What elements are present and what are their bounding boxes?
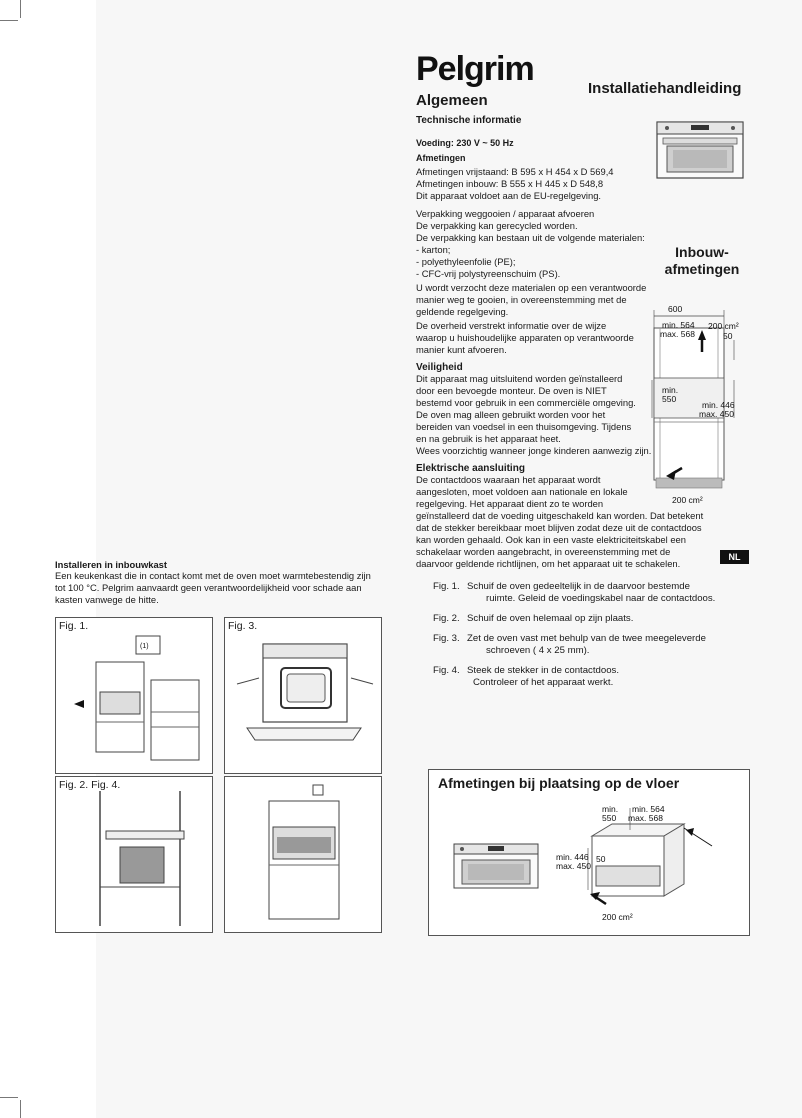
floor-dim-min564: min. 564: [632, 804, 665, 814]
text-line: manier kunt afvoeren.: [416, 344, 507, 355]
step-number: Fig. 4.: [433, 665, 460, 676]
svg-text:(1): (1): [140, 643, 149, 650]
text-line: tot 100 °C. Pelgrim aanvaardt geen verantwoordelijkheid voor schade aan: [55, 582, 362, 593]
text-line: aangesloten, moet voldoen aan nationale en lokale: [416, 486, 628, 497]
figure-2-4-illustration: [64, 791, 208, 926]
step-text: Steek de stekker in de contactdoos.: [467, 665, 619, 676]
text-line: geïnstalleerd dat de voeding uitgeschakeld kan worden. Dat betekent: [416, 510, 704, 521]
dim-max568: max. 568: [660, 329, 695, 339]
floor-dim-min550-value: 550: [602, 813, 617, 823]
floor-dim-max450: max. 450: [556, 861, 591, 871]
dim-depth-50: 50: [723, 331, 733, 341]
text-line: Een keukenkast die in contact komt met de oven moet warmtebestendig zijn: [55, 570, 371, 581]
dimensions-heading: Afmetingen: [416, 153, 466, 163]
built-in-dimension-diagram: [648, 300, 748, 510]
dim-max450: max. 450: [699, 409, 734, 419]
step-text: Zet de oven vast met behulp van de twee meegeleverde: [467, 633, 706, 644]
figure-2-4-box: [55, 776, 213, 933]
technical-info-heading: Technische informatie: [416, 115, 522, 126]
text-line: geldende regelgeving.: [416, 306, 509, 317]
figure-1-label: Fig. 1.: [59, 620, 89, 632]
text-line: waarop u huishoudelijke apparaten op verantwoorde: [416, 332, 634, 343]
oven-illustration: [655, 118, 747, 182]
text-line: kan worden gehaald. Ook kan in een vaste elektriciteitskabel een: [416, 534, 686, 545]
packaging-text: [416, 208, 661, 356]
text-line: Wees voorzichtig wanneer jonge kinderen aanwezig zijn.: [416, 445, 652, 456]
figure-3-illustration: [233, 632, 377, 767]
dim-width-600: 600: [668, 304, 683, 314]
installation-steps: [433, 581, 753, 689]
figure-2-4-label: Fig. 2. Fig. 4.: [59, 779, 121, 791]
dim-vent-bottom: 200 cm²: [672, 495, 703, 505]
step-text: Schuif de oven helemaal op zijn plaats.: [467, 613, 634, 624]
step-row: [433, 581, 753, 593]
text-line: dat de stekker bereikbaar moet blijven zodat deze uit de contactdoos: [416, 522, 702, 533]
figure-1-box: [55, 617, 213, 774]
text-line: Verpakking weggooien / apparaat afvoeren: [416, 208, 595, 219]
built-in-cabinet-illustration: [255, 783, 355, 925]
text-line: Afmetingen vrijstaand: B 595 x H 454 x D 569,4: [416, 166, 614, 177]
text-line: Afmetingen inbouw: B 555 x H 445 x D 548,8: [416, 178, 604, 189]
title-line: Inbouw-: [675, 244, 729, 260]
figure-3-label: Fig. 3.: [228, 620, 258, 632]
text-line: Dit apparaat mag uitsluitend worden geïnstalleerd: [416, 373, 623, 384]
language-badge: NL: [720, 550, 749, 564]
text-line: - polyethyleenfolie (PE);: [416, 256, 516, 267]
step-row: [433, 633, 753, 645]
text-line: kasten vanwege de hitte.: [55, 594, 159, 605]
installation-section: [55, 559, 395, 606]
step-text: Schuif de oven gedeeltelijk in de daarvoor bestemde: [467, 581, 690, 592]
document-title: Installatiehandleiding: [588, 80, 742, 97]
text-line: De verpakking kan gerecycled worden.: [416, 220, 578, 231]
text-line: De verpakking kan bestaan uit de volgende materialen:: [416, 232, 645, 243]
step-text-continued: Controleer of het apparaat werkt.: [473, 677, 614, 688]
crop-mark: [20, 1100, 21, 1118]
crop-mark: [0, 1097, 18, 1098]
figure-1-illustration: [66, 632, 206, 767]
text-line: De contactdoos waaraan het apparaat wordt: [416, 474, 601, 485]
text-line: De overheid verstrekt informatie over de wijze: [416, 320, 607, 331]
text-line: schakelaar worden aangebracht, in overeenstemming met de: [416, 546, 671, 557]
floor-dim-depth-50: 50: [596, 854, 606, 864]
text-line: Dit apparaat voldoet aan de EU-regelgeving.: [416, 190, 602, 201]
floor-dim-min550-label: min.: [602, 804, 619, 814]
floor-dimension-diagram: [552, 800, 722, 925]
crop-mark: [0, 20, 18, 21]
dim-min550-value: 550: [662, 394, 677, 404]
text-line: door een bevoegde monteur. De oven is NIET: [416, 385, 607, 396]
text-line: bereiden van voedsel in een thuisomgeving. Tijdens: [416, 421, 632, 432]
installation-heading: Installeren in inbouwkast: [55, 559, 168, 570]
floor-dim-vent: 200 cm²: [602, 912, 633, 922]
step-row: [433, 665, 753, 677]
dim-min564: min. 564: [662, 320, 695, 330]
safety-section: [416, 362, 656, 457]
power-supply: Voeding: 230 V ~ 50 Hz: [416, 138, 514, 148]
title-line: afmetingen: [664, 261, 740, 277]
text-line: daarvoor geldende richtlijnen, om het apparaat uit te schakelen.: [416, 558, 681, 569]
step-text-continued: ruimte. Geleid de voedingskabel naar de contactdoos.: [486, 593, 716, 604]
floor-dim-max568: max. 568: [628, 813, 663, 823]
floor-dim-min446: min. 446: [556, 852, 589, 862]
dimensions-text: [416, 166, 656, 202]
step-number: Fig. 1.: [433, 581, 460, 592]
text-line: U wordt verzocht deze materialen op een verantwoorde: [416, 282, 647, 293]
electrical-heading: Elektrische aansluiting: [416, 463, 525, 474]
step-number: Fig. 2.: [433, 613, 460, 624]
brand-logo: Pelgrim: [416, 50, 534, 88]
dim-min446: min. 446: [702, 400, 735, 410]
crop-mark: [20, 0, 21, 18]
step-text-continued: schroeven ( 4 x 25 mm).: [486, 645, 590, 656]
text-line: regelgeving. Het apparaat dient zo te worden: [416, 498, 604, 509]
text-line: manier weg te gooien, in overeenstemming met de: [416, 294, 627, 305]
step-row: [433, 613, 753, 625]
dim-min550-label: min.: [662, 385, 679, 395]
floor-placement-title: Afmetingen bij plaatsing op de vloer: [438, 775, 680, 791]
figure-built-in-box: [224, 776, 382, 933]
figure-3-box: [224, 617, 382, 774]
section-heading-algemeen: Algemeen: [416, 92, 488, 109]
text-line: en na gebruik is het apparaat heet.: [416, 433, 561, 444]
text-line: De oven mag alleen gebruikt worden voor het: [416, 409, 606, 420]
step-number: Fig. 3.: [433, 633, 460, 644]
safety-heading: Veiligheid: [416, 362, 463, 373]
dim-vent-top: 200 cm²: [708, 321, 739, 331]
text-line: bestemd voor gebruik in een commerciële omgeving.: [416, 397, 636, 408]
text-line: - CFC-vrij polystyreenschuim (PS).: [416, 268, 561, 279]
floor-oven-illustration: [452, 840, 544, 892]
text-line: - karton;: [416, 244, 451, 255]
built-in-dimensions-title: [652, 244, 752, 278]
